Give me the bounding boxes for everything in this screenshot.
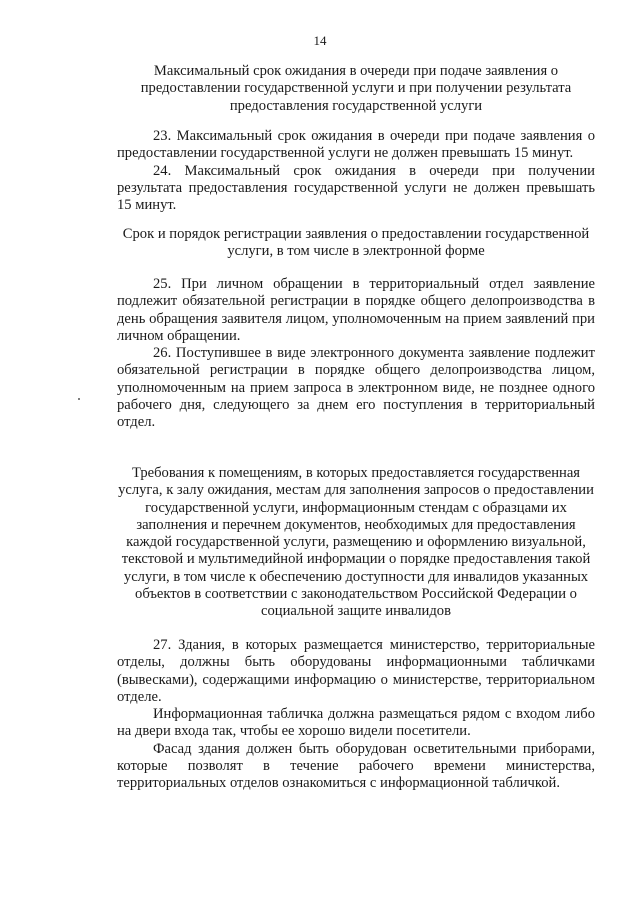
paragraph-24: 24. Максимальный срок ожидания в очереди при получении результата предоставления государственной услуги не должен превышать 15 минут. — [117, 162, 595, 214]
paragraph-27: 27. Здания, в которых размещается министерство, территориальные отделы, должны быть оборудованы информационными табличками (вывесками), содержащими информацию о министерстве, территориальном отделе. — [117, 637, 595, 705]
section-body-queue-wait — [117, 128, 595, 214]
paragraph-23: 23. Максимальный срок ожидания в очереди при подаче заявления о предоставлении государственной услуги не должен превышать 15 минут. — [117, 128, 595, 162]
section-heading-premises — [117, 465, 595, 621]
paragraph-facade-lighting: Фасад здания должен быть оборудован осветительными приборами, которые позволят в течение рабочего времени министерства, территориальных отделов ознакомиться с информационной табличкой. — [117, 740, 595, 792]
paragraph-info-sign: Информационная табличка должна размещаться рядом с входом либо на двери входа так, чтобы ее хорошо видели посетители. — [117, 706, 595, 740]
paragraph-26: 26. Поступившее в виде электронного документа заявление подлежит обязательной регистрации в порядке общего делопроизводства лицом, уполномоченным на прием запроса в электронном виде, не позднее одного рабочего дня, следующего за днем его поступления в территориальный отдел. — [117, 345, 595, 431]
section-body-registration — [117, 276, 595, 432]
section-heading: Максимальный срок ожидания в очереди при подаче заявления о предоставлении государственной услуги и при получении результата предоставления государственной услуги — [140, 63, 572, 114]
section-heading-registration — [117, 226, 595, 261]
section-heading: Срок и порядок регистрации заявления о предоставлении государственной услуги, в том числе в электронной форме — [122, 226, 590, 260]
section-body-premises — [117, 637, 595, 793]
page-number: 14 — [313, 33, 327, 48]
section-heading: Требования к помещениям, в которых предоставляется государственная услуга, к залу ожидания, местам для заполнения запросов о предоставлении государственной услуги, информационным стендам с образцами их заполнения и перечнем документов, необходимых для предоставления каждой государственной услуги, размещению и оформлению визуальной, текстовой и мультимедийной информации о порядке предоставления такой услуги, в том числе к обеспечению доступности для инвалидов указанных объектов в соответствии с законодательством Российской Федерации о социальной защите инвалидов — [118, 465, 594, 620]
section-heading-queue-wait — [117, 63, 595, 115]
scan-artifact-dot — [78, 398, 80, 400]
paragraph-25: 25. При личном обращении в территориальный отдел заявление подлежит обязательной регистрации в порядке общего делопроизводства в день обращения заявителя лицом, уполномоченным на прием заявлений при личном обращении. — [117, 276, 595, 344]
